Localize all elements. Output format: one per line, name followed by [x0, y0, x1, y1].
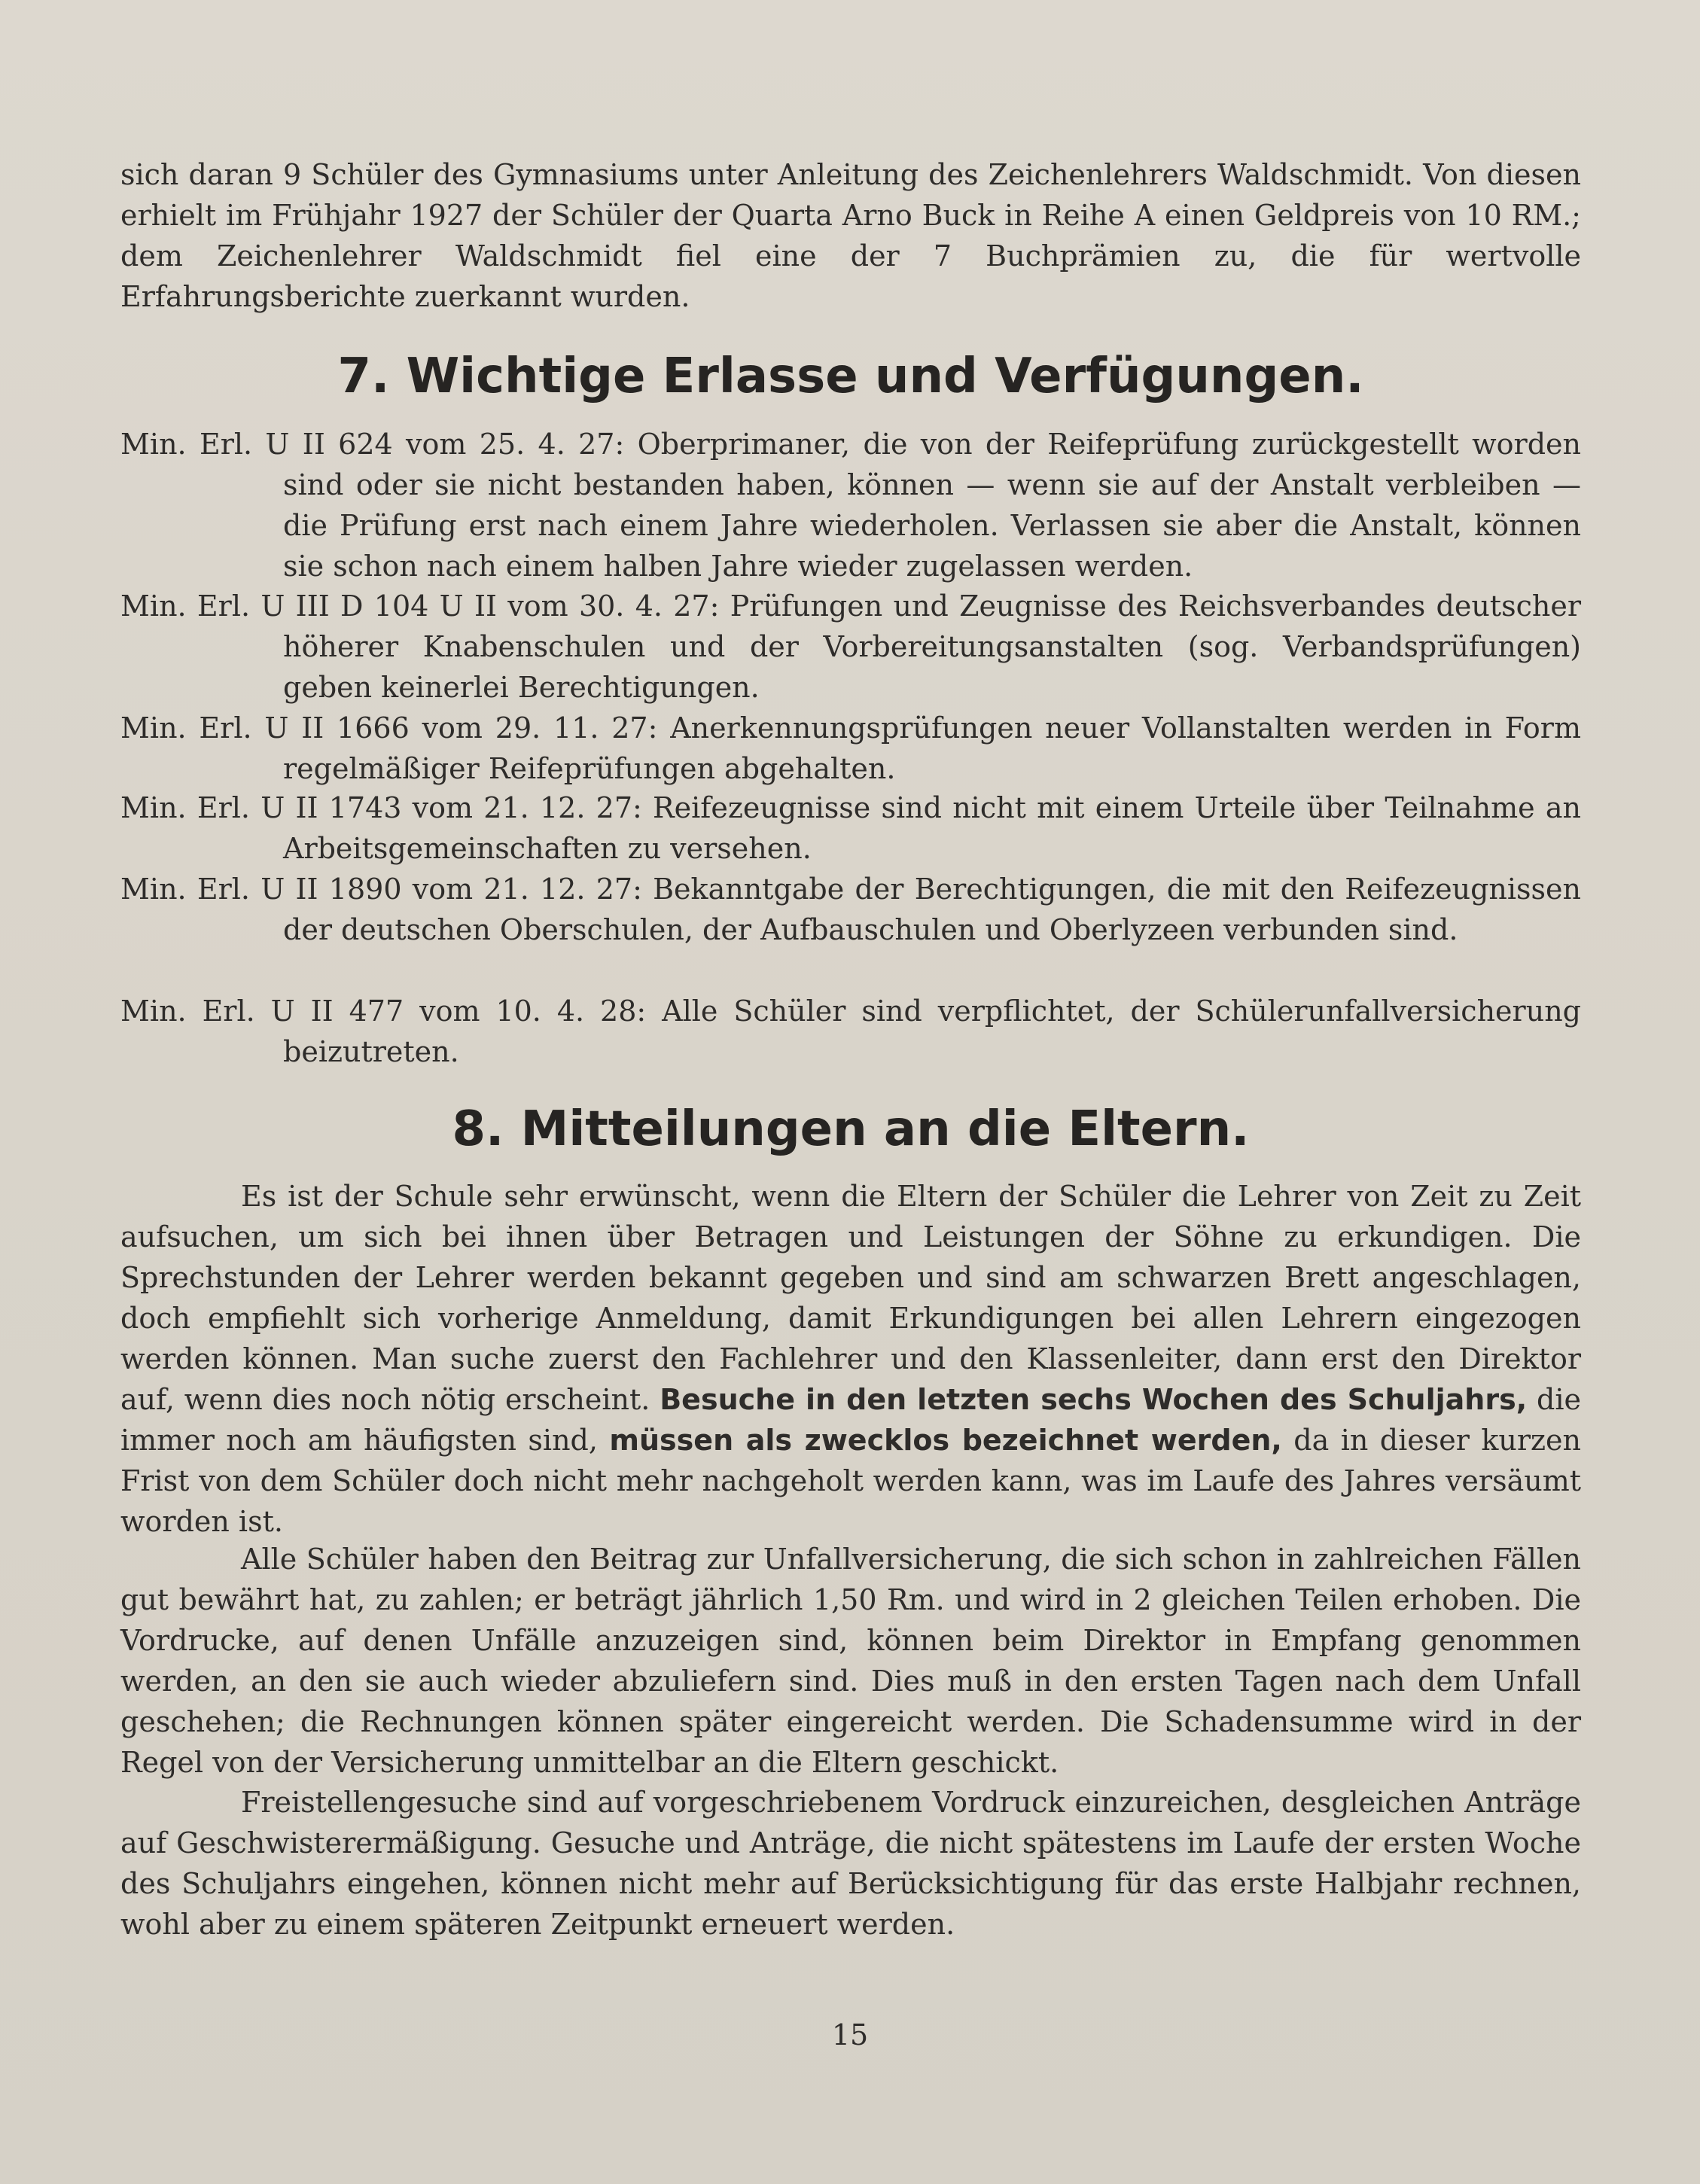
decree-item: Min. Erl. U II 1666 vom 29. 11. 27: Anerkennungsprüfungen neuer Vollanstalten werden in Form regelmäßiger Reifeprüfungen abgehalten.: [120, 711, 1581, 785]
decree-item: Min. Erl. U II 477 vom 10. 4. 28: Alle Schüler sind verpflichtet, der Schülerunfallversicherung beizutreten.: [120, 995, 1581, 1068]
decree-item: Min. Erl. U II 624 vom 25. 4. 27: Oberprimaner, die von der Reifeprüfung zurückgestellt worden sind oder sie nicht bestanden haben, können — wenn sie auf der Anstalt verbleiben — die Prüfung erst nach einem Jahre wiederholen. Verlassen sie aber die Anstalt, können sie schon nach einem halben Jahre wieder zugelassen werden.: [120, 428, 1581, 583]
parents-info-paragraph-3: Freistellengesuche sind auf vorgeschriebenem Vordruck einzureichen, desgleichen Anträge auf Geschwisterermäßigung. Gesuche und Anträge, die nicht spätestens im Laufe der ersten Woche des Schuljahrs eingehen, können nicht mehr auf Berücksichtigung für das erste Halbjahr rechnen, wohl aber zu einem späteren Zeitpunkt erneuert werden.: [120, 1786, 1581, 1941]
decree-item: Min. Erl. U II 1890 vom 21. 12. 27: Bekanntgabe der Berechtigungen, die mit den Reifezeugnissen der deutschen Oberschulen, der Aufbauschulen und Oberlyzeen verbunden sind.: [120, 873, 1581, 946]
parents-info-paragraph-2: Alle Schüler haben den Beitrag zur Unfallversicherung, die sich schon in zahlreichen Fällen gut bewährt hat, zu zahlen; er beträgt jährlich 1,50 Rm. und wird in 2 gleichen Teilen erhoben. Die Vordrucke, auf denen Unfälle anzuzeigen sind, können beim Direktor in Empfang genommen werden, an den sie auch wieder abzuliefern sind. Dies muß in den ersten Tagen nach dem Unfall geschehen; die Rechnungen können später eingereicht werden. Die Schadensumme wird in der Regel von der Versicherung unmittelbar an die Eltern geschickt.: [120, 1543, 1581, 1779]
page-number: 15: [831, 2018, 869, 2051]
emphasis-text: müssen als zwecklos bezeichnet werden,: [609, 1424, 1282, 1457]
decree-item: Min. Erl. U II 1743 vom 21. 12. 27: Reifezeugnisse sind nicht mit einem Urteile über Teilnahme an Arbeitsgemeinschaften zu versehen.: [120, 791, 1581, 865]
paragraph-text: Es ist der Schule sehr erwünscht, wenn die Eltern der Schüler die Lehrer von Zeit zu Zeit aufsuchen, um sich bei ihnen über Betragen und Leistungen der Söhne zu erkundigen. Die Sprechstunden der Lehrer werden bekannt gegeben und sind am schwarzen Brett angeschlagen, doch empfiehlt sich vorherige Anmeldung, damit Erkundigungen bei allen Lehrern eingezogen werden können. Man suche zuerst den Fachlehrer und den Klassenleiter, dann erst den Direktor auf, wenn dies noch nötig erscheint.: [120, 1180, 1581, 1416]
decree-item: Min. Erl. U III D 104 U II vom 30. 4. 27: Prüfungen und Zeugnisse des Reichsverbandes deutscher höherer Knabenschulen und der Vorbereitungsanstalten (sog. Verbandsprüfungen) geben keinerlei Berechtigungen.: [120, 589, 1581, 704]
emphasis-text: Besuche in den letzten sechs Wochen des Schuljahrs,: [660, 1383, 1528, 1416]
paragraph-text: da in dieser kurzen Frist von dem Schüler doch nicht mehr nachgeholt werden kann, was im Laufe des Jahres versäumt worden ist.: [120, 1424, 1581, 1538]
parents-info-paragraph-1: [120, 1176, 1581, 1542]
paragraph-text: die immer noch am häufigsten sind,: [120, 1383, 1581, 1457]
intro-paragraph: sich daran 9 Schüler des Gymnasiums unter Anleitung des Zeichenlehrers Waldschmidt. Von diesen erhielt im Frühjahr 1927 der Schüler der Quarta Arno Buck in Reihe A einen Geldpreis von 10 RM.; dem Zeichenlehrer Waldschmidt fiel eine der 7 Buchprämien zu, die für wertvolle Erfahrungsberichte zuerkannt wurden.: [120, 158, 1581, 313]
section-7-heading: 7. Wichtige Erlasse und Verfügungen.: [337, 349, 1364, 404]
section-8-heading: 8. Mitteilungen an die Eltern.: [452, 1101, 1250, 1157]
